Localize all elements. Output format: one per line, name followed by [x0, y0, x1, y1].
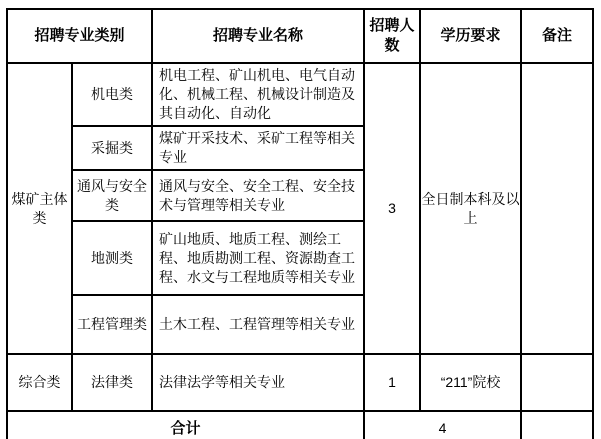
- total-label-cell: 合计: [7, 411, 364, 439]
- header-count: 招聘人数: [364, 9, 420, 63]
- majors-cell-dice: 矿山地质、地质工程、测绘工程、地质勘测工程、资源勘查工程、水文与工程地质等相关专业: [152, 221, 364, 295]
- majors-cell-tongfeng: 通风与安全、安全工程、安全技术与管理等相关专业: [152, 170, 364, 221]
- type-cell-caijue: 采掘类: [72, 126, 152, 170]
- header-remark: 备注: [521, 9, 593, 63]
- total-remark-cell: [521, 411, 593, 439]
- education-cell-coal: 全日制本科及以上: [420, 63, 521, 354]
- type-cell-dice: 地测类: [72, 221, 152, 295]
- table-row: [7, 354, 593, 411]
- majors-cell-falv: 法律法学等相关专业: [152, 354, 364, 411]
- type-cell-gongcheng: 工程管理类: [72, 295, 152, 354]
- header-major: 招聘专业名称: [152, 9, 364, 63]
- group-name-cell-zonghe: 综合类: [7, 354, 72, 411]
- remark-cell-zonghe: [521, 354, 593, 411]
- table-row: [7, 63, 593, 126]
- header-education: 学历要求: [420, 9, 521, 63]
- majors-cell-jidian: 机电工程、矿山机电、电气自动化、机械工程、机械设计制造及其自动化、自动化: [152, 63, 364, 126]
- remark-cell-coal: [521, 63, 593, 354]
- count-cell-zonghe: 1: [364, 354, 420, 411]
- majors-cell-caijue: 煤矿开采技术、采矿工程等相关专业: [152, 126, 364, 170]
- header-row: [7, 9, 593, 63]
- count-cell-coal: 3: [364, 63, 420, 354]
- header-category: 招聘专业类别: [7, 9, 152, 63]
- education-cell-zonghe: “211”院校: [420, 354, 521, 411]
- type-cell-jidian: 机电类: [72, 63, 152, 126]
- total-row: [7, 411, 593, 439]
- type-cell-tongfeng: 通风与安全类: [72, 170, 152, 221]
- recruitment-table: [6, 8, 594, 439]
- group-name-cell-coal: 煤矿主体类: [7, 63, 72, 354]
- total-value-cell: 4: [364, 411, 521, 439]
- majors-cell-gongcheng: 土木工程、工程管理等相关专业: [152, 295, 364, 354]
- type-cell-falv: 法律类: [72, 354, 152, 411]
